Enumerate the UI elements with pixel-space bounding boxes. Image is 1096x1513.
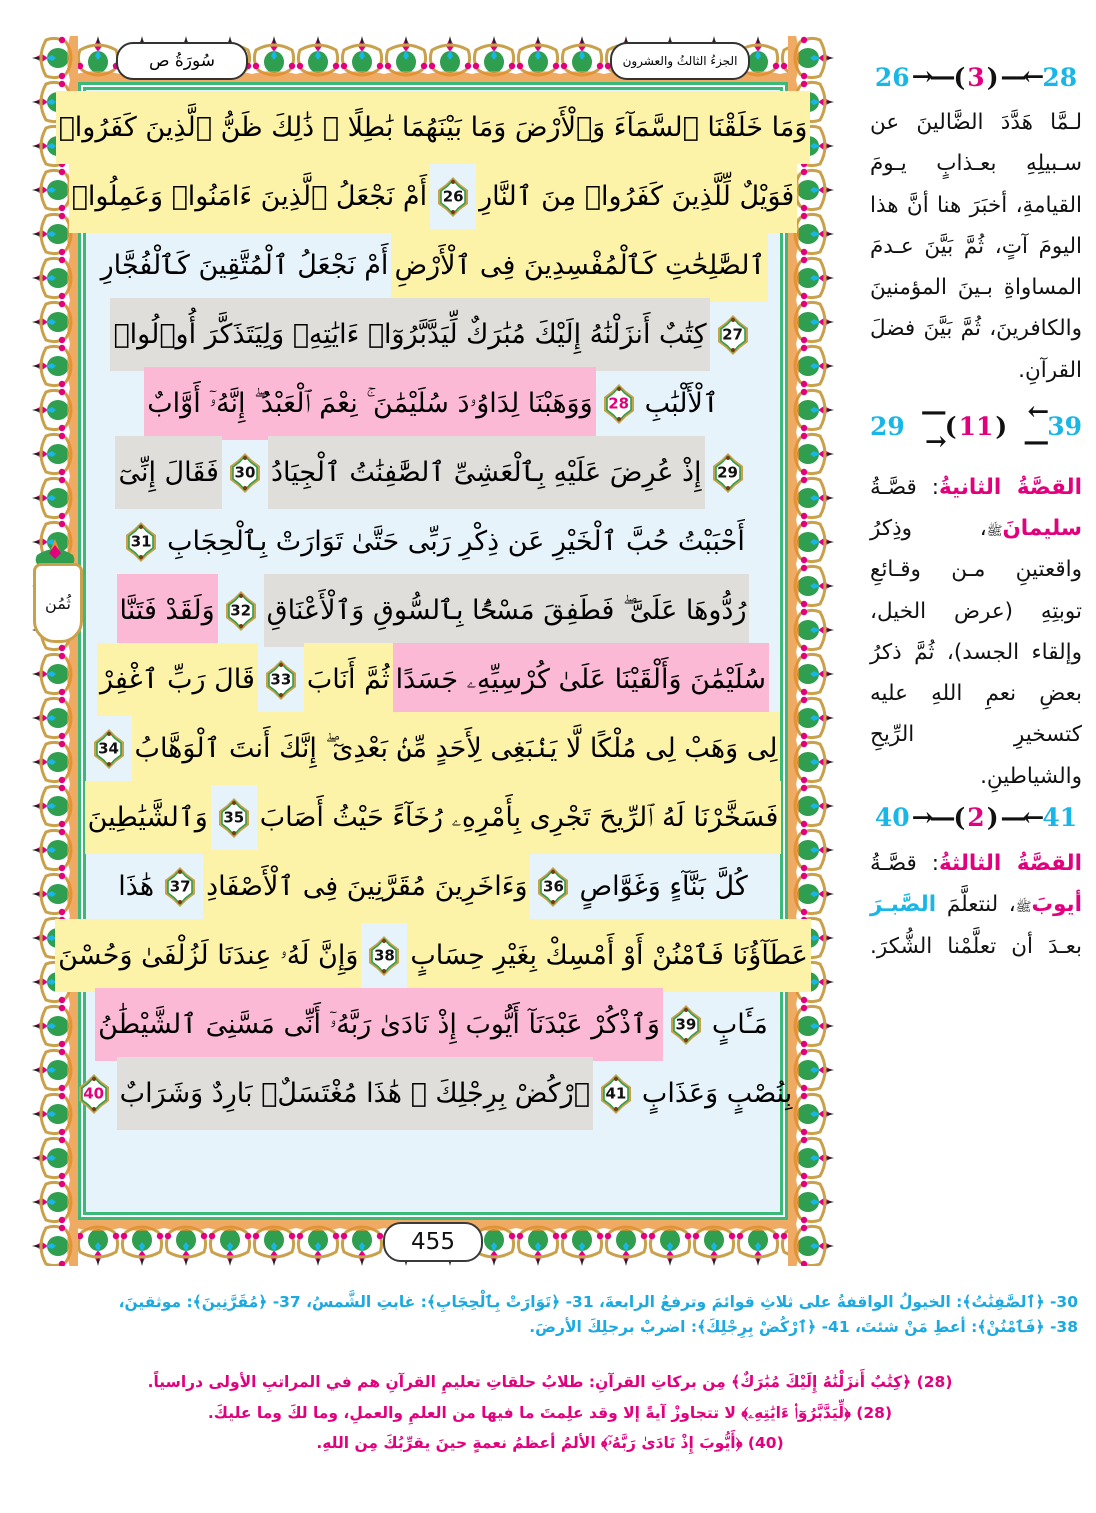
glossary-footnote-line: 38- ﴿فَٱمْنُنْ﴾: أعطِ مَنْ شئتَ، 41- ﴿ٱرْكُضْ بِرِجْلِكَ﴾: اضربْ برجلِكَ الأرضَ. (529, 1318, 1078, 1337)
verse-segment: ٱلصَّٰلِحَٰتِ كَٱلْمُفْسِدِينَ فِى ٱلْأَرْضِ (391, 229, 768, 302)
thumun-label-box (33, 563, 83, 643)
commentary-sidebar (870, 56, 1082, 1256)
ayah-marker-26 (433, 176, 473, 218)
ayah-marker-31 (121, 521, 161, 563)
quran-line (91, 990, 775, 1059)
section-heading-rest: : قصَّـةُ (870, 474, 940, 500)
verse-segment: كُلَّ بَنَّآءٍ وَغَوَّاصٍ (579, 871, 748, 902)
ayah-number: 34 (98, 739, 119, 757)
ayah-marker-35 (214, 797, 254, 839)
ayah-marker-36 (533, 866, 573, 908)
range-paren-close: ) (953, 803, 966, 833)
range-count: 11 (958, 412, 994, 442)
verse-range-indicator (870, 62, 1082, 92)
ayah-marker-39 (666, 1004, 706, 1046)
verse-segment: وَوَهَبْنَا لِدَاوُۥدَ سُلَيْمَٰنَ ۚ نِعْمَ ٱلْعَبْدُ ۖ إِنَّهُۥٓ أَوَّابٌ (144, 367, 595, 440)
range-count: 3 (967, 62, 985, 92)
ayah-number: 26 (442, 187, 464, 205)
range-paren-open: ( (995, 412, 1008, 442)
ornamental-frame (32, 36, 834, 1266)
quran-line (58, 921, 808, 990)
quran-line (91, 300, 775, 369)
ayah-number: 37 (169, 877, 191, 895)
verse-segment: لِى وَهَبْ لِى مُلْكًا لَّا يَنۢبَغِى لِأَحَدٍ مِّنۢ بَعْدِىٓ ۖ إِنَّكَ أَنتَ ٱلْوَهَّابُ (132, 712, 781, 785)
range-right-verse: 29 (870, 412, 905, 442)
verse-segment: هَٰذَا (118, 871, 155, 902)
verse-segment: وَٱلشَّيَٰطِينَ (85, 781, 211, 854)
surah-name-cartouche (116, 42, 248, 80)
verse-segment: عَطَآؤُنَا فَٱمْنُنْ أَوْ أَمْسِكْ بِغَيْرِ حِسَابٍ (407, 919, 810, 992)
ayah-number: 40 (83, 1084, 105, 1102)
verse-segment: وَٱذْكُرْ عَبْدَنَآ أَيُّوبَ إِذْ نَادَىٰ رَبَّهُۥٓ أَنِّى مَسَّنِىَ ٱلشَّيْطَٰنُ (95, 988, 663, 1061)
prophet-name: سليمانَ (1002, 516, 1082, 542)
quran-text-panel (45, 82, 808, 1220)
ayah-number: 27 (722, 325, 743, 343)
quran-line (91, 852, 775, 921)
commentary-text-end: بعـدَ أن تعلَّمْنا الشُّكرَ. (870, 933, 1082, 959)
verse-segment: أَمْ نَجْعَلُ ٱلَّذِينَ ءَامَنُوا۟ وَعَمِلُوا۟ (69, 160, 430, 233)
benefit-footnote-line: (40) ﴿أَيُّوبَ إِذْ نَادَىٰ رَبَّهُۥٓ﴾ الألمُ أعظمُ نعمةٍ حينَ يقرِّبُكَ مِن اللهِ. (316, 1434, 784, 1453)
honorific-icon: ﷺ (1015, 900, 1032, 916)
ayah-marker-32 (221, 590, 261, 632)
surah-name-label: سُورَةُ ص (148, 51, 216, 71)
ayah-number: 35 (223, 808, 245, 826)
commentary-paragraph (870, 102, 1082, 391)
arrow-left-icon: ←— (1000, 802, 1041, 833)
benefit-footnotes (22, 1368, 1078, 1460)
arrow-right-icon: —→ (920, 396, 943, 457)
range-right-verse: 26 (874, 62, 910, 92)
verse-segment: فَسَخَّرْنَا لَهُ ٱلرِّيحَ تَجْرِى بِأَمْرِهِۦ رُخَآءً حَيْثُ أَصَابَ (257, 781, 782, 854)
juz-cartouche (610, 42, 750, 80)
benefit-footnote-line: (28) ﴿لِّيَدَّبَّرُوٓا۟ ءَايَٰتِهِۦ﴾ لا تتجاوزْ آيةً إلا وقد علِمتَ ما فيها من العلمِ والعملِ، وما لكَ وما عليكَ. (207, 1403, 893, 1422)
quran-line (71, 162, 795, 231)
ayah-marker-33 (261, 659, 301, 701)
range-left-verse: 41 (1042, 803, 1078, 833)
benefit-footnote-line: (28) ﴿كِتَٰبٌ أَنزَلْنَٰهُ إِلَيْكَ مُبَٰرَكٌ﴾ مِن بركاتِ القرآنِ: طلابُ حلقاتِ تعليمِ القرآنِ هم في المراتبِ الأولى دراسياً. (147, 1373, 953, 1391)
range-paren-close: ) (953, 62, 966, 92)
verse-segment: أَحْبَبْتُ حُبَّ ٱلْخَيْرِ عَن ذِكْرِ رَبِّى حَتَّىٰ تَوَارَتْ بِٱلْحِجَابِ (167, 526, 745, 557)
prophet-name: أيوبَ (1031, 892, 1082, 918)
quran-line (58, 93, 808, 162)
arrow-right-icon: —→ (911, 802, 952, 833)
range-paren-open: ( (986, 803, 999, 833)
ayah-number: 36 (543, 877, 564, 895)
verse-segment: رُدُّوهَا عَلَىَّ ۖ فَطَفِقَ مَسْحًۢا بِٱلسُّوقِ وَٱلْأَعْنَاقِ (264, 574, 750, 647)
ayah-marker-40 (74, 1073, 114, 1115)
verse-segment: وَلَقَدْ فَتَنَّا (117, 574, 218, 647)
quran-line (91, 507, 775, 576)
verse-range-indicator (870, 803, 1082, 833)
section-heading: القصَّةُ الثالثةُ (939, 850, 1083, 876)
verse-segment: بِنُصْبٍ وَعَذَابٍ (641, 1078, 793, 1109)
thumun-label: ثُمُن (45, 593, 71, 613)
verse-segment: وَمَا خَلَقْنَا ٱلسَّمَآءَ وَٱلْأَرْضَ وَمَا بَيْنَهُمَا بَٰطِلًا ۚ ذَٰلِكَ ظَنُّ ٱلَّذِينَ كَفَرُوا۟ (56, 91, 811, 164)
commentary-paragraph (870, 467, 1082, 797)
ayah-marker-41 (596, 1073, 636, 1115)
arrow-left-icon: ←— (1023, 396, 1046, 457)
verse-segment: إِذْ عُرِضَ عَلَيْهِ بِٱلْعَشِىِّ ٱلصَّٰفِنَٰتُ ٱلْجِيَادُ (268, 436, 705, 509)
verse-segment: فَوَيْلٌ لِّلَّذِينَ كَفَرُوا۟ مِنَ ٱلنَّارِ (476, 160, 797, 233)
ayah-number: 41 (605, 1084, 627, 1102)
quran-line (83, 1059, 793, 1128)
quran-line (91, 231, 775, 300)
commentary-text-mid: ، لنتعلَّمَ (946, 892, 1016, 918)
glossary-footnote-line: 30- ﴿ٱلصَّٰفِنَٰتُ﴾: الخيولُ الواقفةُ على ثلاثِ قوائمَ وترفعُ الرابعةَ، 31- ﴿تَوَارَتْ بِٱلْحِجَابِ﴾: غابتِ الشَّمسُ، 37- ﴿مُقَرَّنِينَ﴾: موثقينَ، (118, 1293, 1078, 1311)
verse-segment: ٱلْأَلْبَٰبِ (644, 388, 719, 419)
commentary-text: ، وذِكرُ واقعتينِ مـن وقـائعِ توبتِهِ (عرض الخيل، وإلقاء الجسد)، ثُمَّ ذكرُ بعضِ نعمِ اللهِ عليه كتسخيرِ الرِّيحِ والشياطينِ. (870, 516, 1082, 789)
range-left-verse: 39 (1047, 412, 1082, 442)
verse-segment: فَقَالَ إِنِّىٓ (115, 436, 222, 509)
honorific-icon: ﷺ (986, 524, 1003, 540)
ayah-marker-37 (160, 866, 200, 908)
verse-segment: كِتَٰبٌ أَنزَلْنَٰهُ إِلَيْكَ مُبَٰرَكٌ لِّيَدَّبَّرُوٓا۟ ءَايَٰتِهِۦ وَلِيَتَذَكَّرَ أُو۟لُوا۟ (110, 298, 709, 371)
verse-segment: سُلَيْمَٰنَ وَأَلْقَيْنَا عَلَىٰ كُرْسِيِّهِۦ جَسَدًا (393, 643, 769, 716)
ayah-number: 28 (608, 394, 630, 412)
quran-line (91, 438, 775, 507)
range-paren-open: ( (986, 62, 999, 92)
ayah-marker-30 (225, 452, 265, 494)
highlighted-term: الصَّبـرَ (870, 892, 937, 918)
range-left-verse: 28 (1042, 62, 1078, 92)
range-right-verse: 40 (874, 803, 910, 833)
thumun-medallion (29, 537, 81, 649)
page-number-label: 455 (411, 1229, 455, 1255)
section-heading-rest: : قصَّـةُ (870, 850, 940, 876)
arrow-left-icon: ←— (1000, 62, 1041, 92)
ayah-marker-34 (89, 728, 129, 770)
glossary-footnotes (22, 1290, 1078, 1340)
ayah-number: 38 (373, 946, 395, 964)
ayah-number: 33 (270, 670, 292, 688)
page-number (383, 1222, 483, 1262)
quran-line (91, 369, 775, 438)
verse-segment: وَإِنَّ لَهُۥ عِندَنَا لَزُلْفَىٰ وَحُسْنَ (55, 919, 361, 992)
quran-line (91, 714, 778, 783)
verse-segment: وَءَاخَرِينَ مُقَرَّنِينَ فِى ٱلْأَصْفَادِ (203, 850, 530, 923)
juz-label: الجزءُ الثالثُ والعشرون (622, 54, 738, 68)
verse-segment: قَالَ رَبِّ ٱغْفِرْ (97, 643, 258, 716)
verse-segment: ثُمَّ أَنَابَ (304, 643, 393, 716)
verse-segment: ٱرْكُضْ بِرِجْلِكَ ۖ هَٰذَا مُغْتَسَلٌۢ بَارِدٌ وَشَرَابٌ (117, 1057, 593, 1130)
ayah-number: 29 (717, 463, 738, 481)
ayah-marker-28 (599, 383, 639, 425)
ayah-marker-38 (364, 935, 404, 977)
ayah-number: 31 (130, 532, 152, 550)
quran-line (91, 576, 775, 645)
ayah-number: 39 (675, 1015, 697, 1033)
ayah-marker-27 (713, 314, 753, 356)
ayah-number: 30 (234, 463, 256, 481)
commentary-paragraph (870, 843, 1082, 967)
commentary-text: لـمَّا هَدَّدَ الضَّالينَ عن سـبيلِهِ بعـذابٍ يـومَ القيامةِ، أخبَرَ هنا أنَّ هذا اليومَ آتٍ، ثُمَّ بَيَّنَ عـدمَ المساواةِ بـينَ المؤمنينَ والكافرينَ، ثُمَّ بَيَّنَ فضلَ القرآنِ. (870, 110, 1082, 383)
quran-line (87, 783, 779, 852)
verse-segment: أَمْ نَجْعَلُ ٱلْمُتَّقِينَ كَٱلْفُجَّارِ (100, 250, 389, 281)
ayah-number: 32 (230, 601, 252, 619)
ayah-marker-29 (708, 452, 748, 494)
section-heading: القصَّةُ الثانيةُ (939, 474, 1083, 500)
quran-line (91, 645, 775, 714)
arrow-right-icon: —→ (911, 62, 952, 92)
verse-range-indicator (870, 397, 1082, 457)
range-count: 2 (967, 803, 985, 833)
range-paren-close: ) (944, 412, 957, 442)
verse-segment: مَـَٔابٍ (711, 1009, 768, 1040)
